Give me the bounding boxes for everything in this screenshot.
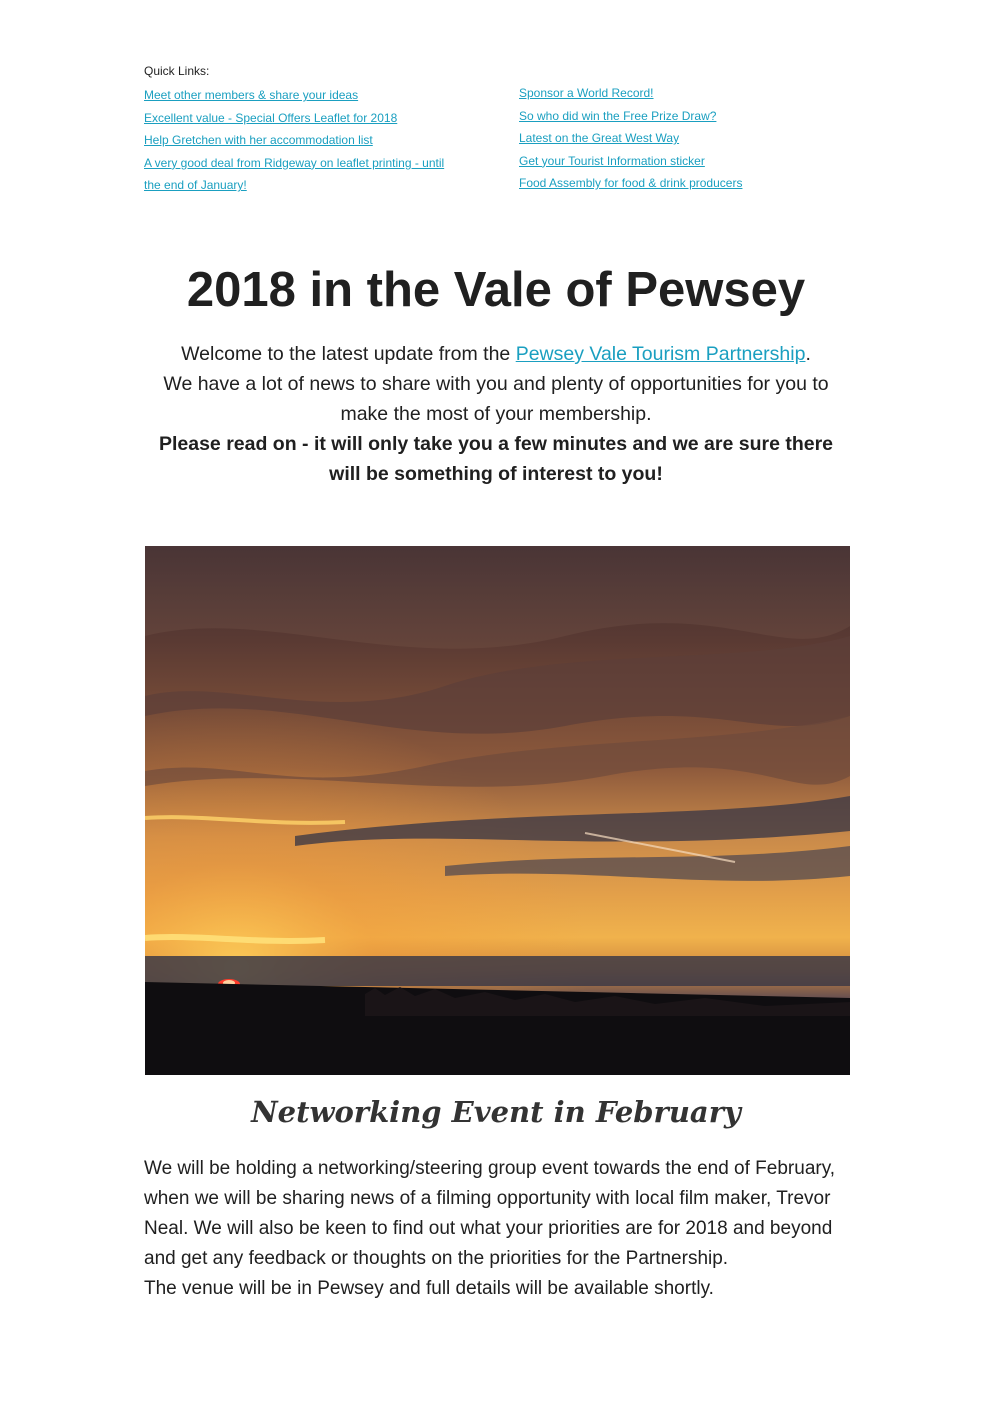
quick-link-members[interactable]: Meet other members & share your ideas — [144, 88, 359, 102]
intro-line1-suffix: . — [805, 343, 811, 365]
quick-link-food-assembly[interactable]: Food Assembly for food & drink producers — [519, 176, 743, 191]
quick-link-ridgeway[interactable]: A very good deal from Ridgeway on leaflet printing - until — [144, 155, 445, 170]
quick-link-accommodation[interactable]: Help Gretchen with her accommodation list — [144, 133, 373, 148]
section-body — [144, 1154, 849, 1304]
section-paragraph-2: The venue will be in Pewsey and full details will be available shortly. — [144, 1278, 714, 1299]
quick-links-heading: Quick Links: — [144, 64, 210, 78]
intro-line2: We have a lot of news to share with you and plenty of opportunities for you to make the most of your membership. — [163, 373, 829, 425]
quick-link-great-west-way[interactable]: Latest on the Great West Way — [519, 131, 680, 146]
intro-line1 — [144, 339, 848, 369]
partnership-link[interactable]: Pewsey Vale Tourism Partnership — [515, 343, 806, 365]
quick-link-ridgeway-cont[interactable]: the end of January! — [144, 178, 247, 193]
sunset-photo — [145, 546, 850, 1075]
sunset-photo-graphic — [145, 546, 850, 1075]
quick-link-special-offers[interactable]: Excellent value - Special Offers Leaflet for 2018 — [144, 110, 398, 125]
quick-links-left-column — [144, 84, 474, 197]
intro — [144, 339, 848, 489]
quick-links-right-column — [519, 82, 849, 195]
quick-link-tourist-sticker[interactable]: Get your Tourist Information sticker — [519, 153, 705, 168]
section-title: Networking Event in February — [251, 1095, 741, 1129]
quick-link-prize-draw[interactable]: So who did win the Free Prize Draw? — [519, 108, 717, 123]
section-paragraph-1: We will be holding a networking/steering group event towards the end of February, when we will be sharing news of a filming opportunity with local film maker, Trevor Neal. We will also be keen to find out what your priorities are for 2018 and beyond and get any feedback or thoughts on the priorities for the Partnership. — [144, 1158, 836, 1269]
page-title: 2018 in the Vale of Pewsey — [186, 263, 806, 317]
intro-bold: Please read on - it will only take you a few minutes and we are sure there will be something of interest to you! — [158, 433, 834, 485]
quick-links — [144, 62, 864, 193]
quick-link-world-record[interactable]: Sponsor a World Record! — [519, 86, 654, 100]
intro-line1-prefix: Welcome to the latest update from the — [181, 343, 516, 365]
